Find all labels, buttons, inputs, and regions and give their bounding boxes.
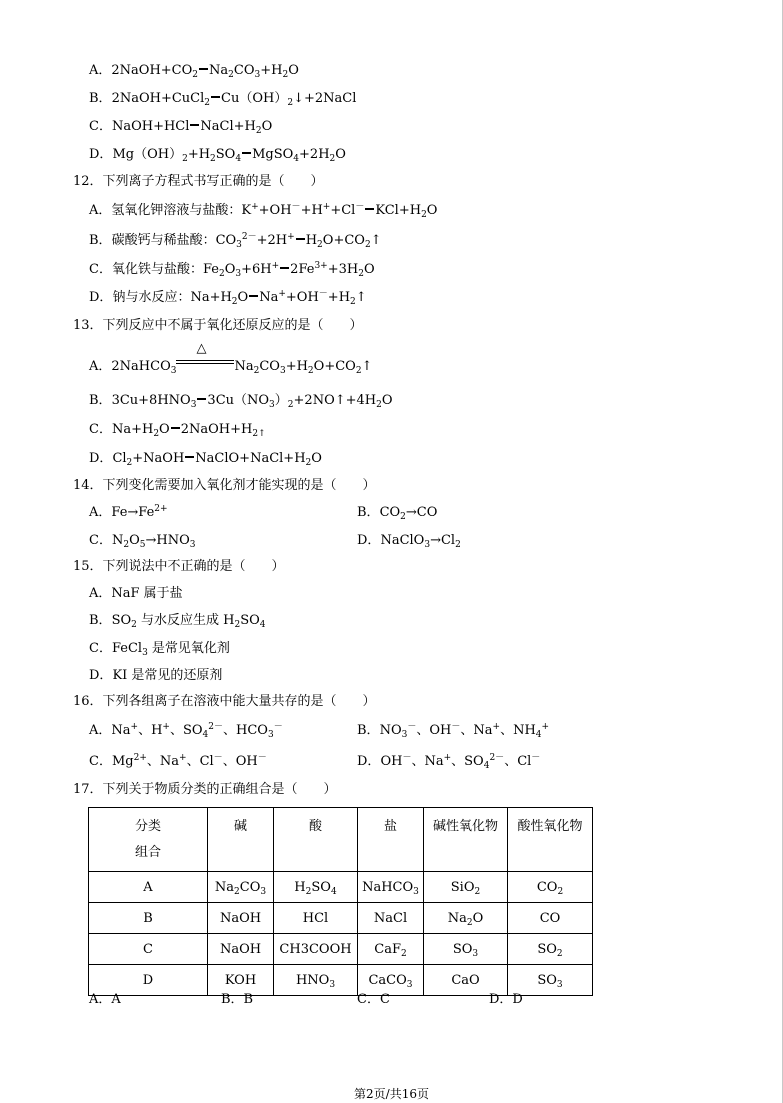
q12-option-b[interactable]: B．碳酸钙与稀盐酸：$CO_3^{2-}+2H^+$ $H_2O+CO_2↑$ — [89, 232, 382, 250]
salt-cell: CaF$_2$ — [358, 934, 424, 965]
q17-stem: 17．下列关于物质分类的正确组合是（ ） — [73, 782, 337, 797]
base-cell: NaOH — [208, 903, 274, 934]
acidic-oxide-cell: CO — [508, 903, 593, 934]
group-cell: D — [89, 965, 208, 996]
q16-option-a[interactable]: A．Na+、H+、$SO_4^{2-}$、$HCO_3^-$ — [89, 722, 283, 740]
q16-option-c[interactable]: C．$Mg^{2+}$、Na+、Cl－、OH－ — [89, 753, 267, 769]
q12-option-d[interactable]: D．钠与水反应：$Na+H_2O$ $Na^++OH^-+H_2↑$ — [89, 289, 367, 307]
q16-stem: 16．下列各组离子在溶液中能大量共存的是（ ） — [73, 694, 376, 709]
table-row — [89, 965, 593, 996]
q12-option-c[interactable]: C．氧化铁与盐酸：$Fe_2O_3+6H^+$ $2Fe^{3+}+3H_2O$ — [89, 261, 375, 279]
table-row — [89, 872, 593, 903]
q13-option-a[interactable]: A．2NaHCO$_3$ △ $Na_2CO_3+H_2O+CO_2↑$ — [89, 341, 373, 376]
equals-bar — [199, 68, 208, 70]
classification-table — [88, 807, 593, 996]
q14-option-b[interactable]: B．$CO_2\to CO$ — [357, 505, 438, 522]
base-cell: NaOH — [208, 934, 274, 965]
q16-option-b[interactable]: B．$NO_3^-$、OH－、Na+、$NH_4^+$ — [357, 722, 550, 740]
q17-option-a[interactable]: A．A — [89, 992, 121, 1007]
basic-oxide-cell: $Na_2O$ — [424, 903, 508, 934]
equals-bar — [185, 456, 194, 458]
table-header-row — [89, 808, 593, 872]
q12-option-a[interactable]: A．氢氧化钾溶液与盐酸：K++OH－+H++Cl－ $KCl+H_2O$ — [89, 202, 438, 220]
group-cell: B — [89, 903, 208, 934]
q17-option-b[interactable]: B．B — [221, 992, 254, 1007]
acid-cell: $H_2SO_4$ — [274, 872, 358, 903]
q11-option-a[interactable]: A．$2NaOH+CO_2$ $Na_2CO_3+H_2O$ — [89, 63, 299, 80]
table-corner-cell: 分类 组合 — [89, 808, 208, 872]
q15-option-b[interactable]: B．$SO_2$ 与水反应生成 $H_2SO_4$ — [89, 613, 266, 630]
q14-option-c[interactable]: C．$N_2O_5\to HNO_3$ — [89, 533, 196, 550]
table-row — [89, 934, 593, 965]
equals-bar — [280, 267, 289, 269]
q17-option-c[interactable]: C．C — [357, 992, 390, 1007]
header-acid: 酸 — [274, 808, 358, 872]
q15-stem: 15．下列说法中不正确的是（ ） — [73, 559, 285, 574]
acid-cell: HCl — [274, 903, 358, 934]
equals-bar — [211, 96, 220, 98]
q11-option-d[interactable]: D．$Mg(OH)_2+H_2SO_4$ $MgSO_4+2H_2O$ — [89, 147, 346, 164]
basic-oxide-cell: CaO — [424, 965, 508, 996]
q13-option-b[interactable]: B．$3Cu+8HNO_3$ $3Cu(NO_3)_2+2NO↑+4H_2O$ — [89, 393, 393, 410]
heating-condition-sign — [176, 341, 234, 370]
basic-oxide-cell: $SO_3$ — [424, 934, 508, 965]
q12-stem: 12．下列离子方程式书写正确的是（ ） — [73, 174, 324, 189]
delta-icon: △ — [196, 341, 207, 356]
group-cell: C — [89, 934, 208, 965]
header-acidic-oxide: 酸性氧化物 — [508, 808, 593, 872]
q13-option-d[interactable]: D．$Cl_2+NaOH$ $NaClO+NaCl+H_2O$ — [89, 451, 322, 468]
q17-option-d[interactable]: D．D — [489, 992, 523, 1007]
q14-option-a[interactable]: A．$Fe\to Fe^{2+}$ — [89, 504, 168, 520]
acidic-oxide-cell: $CO_2$ — [508, 872, 593, 903]
equals-bar — [197, 398, 206, 400]
header-basic-oxide: 碱性氧化物 — [424, 808, 508, 872]
equals-bar — [249, 295, 258, 297]
equals-bar — [296, 238, 305, 240]
q13-stem: 13．下列反应中不属于氧化还原反应的是（ ） — [73, 318, 363, 333]
salt-cell: CaCO$_3$ — [358, 965, 424, 996]
q16-option-d[interactable]: D．OH－、Na+、$SO_4^{2-}$、Cl－ — [357, 753, 541, 771]
acidic-oxide-cell: $SO_2$ — [508, 934, 593, 965]
equals-bar — [365, 208, 374, 210]
base-cell: KOH — [208, 965, 274, 996]
equals-bar — [171, 427, 180, 429]
equals-bar — [190, 124, 199, 126]
q14-stem: 14．下列变化需要加入氧化剂才能实现的是（ ） — [73, 478, 376, 493]
q15-option-a[interactable]: A．NaF 属于盐 — [89, 586, 183, 601]
salt-cell: NaHCO$_3$ — [358, 872, 424, 903]
salt-cell: NaCl — [358, 903, 424, 934]
equals-bar — [242, 152, 251, 154]
q13-option-c[interactable]: C．$Na+H_2O$ $2NaOH+H_{2↑}$ — [89, 422, 266, 439]
q11-option-b[interactable]: B．2NaOH+CuCl$_2$ $Cu(OH)_2↓+2NaCl$ — [89, 91, 357, 108]
header-salt: 盐 — [358, 808, 424, 872]
base-cell: $Na_2CO_3$ — [208, 872, 274, 903]
acid-cell: CH3COOH — [274, 934, 358, 965]
q11-option-c[interactable]: C．NaOH+HCl $NaCl+H_2O$ — [89, 119, 273, 136]
table-row — [89, 903, 593, 934]
acid-cell: $HNO_3$ — [274, 965, 358, 996]
q15-option-c[interactable]: C．FeCl$_3$ 是常见氧化剂 — [89, 641, 230, 658]
page-number: 第2页/共16页 — [354, 1087, 429, 1101]
q15-option-d[interactable]: D．KI 是常见的还原剂 — [89, 668, 223, 683]
q14-option-d[interactable]: D．$NaClO_3\to Cl_2$ — [357, 533, 461, 550]
header-base: 碱 — [208, 808, 274, 872]
group-cell: A — [89, 872, 208, 903]
basic-oxide-cell: SiO$_2$ — [424, 872, 508, 903]
acidic-oxide-cell: $SO_3$ — [508, 965, 593, 996]
